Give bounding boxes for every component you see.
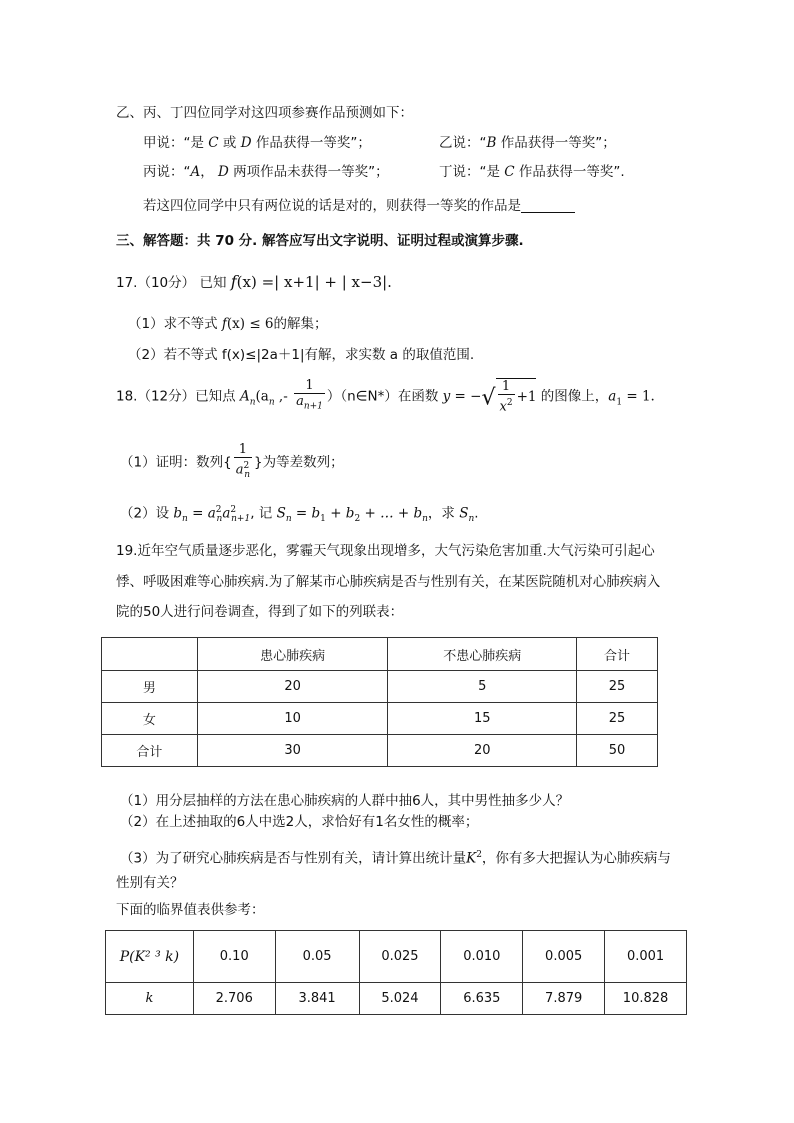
table-cell: 25 xyxy=(577,703,658,735)
table-header-row xyxy=(102,638,658,671)
table-cell: 20 xyxy=(197,671,388,703)
q17-stem: 17.（10分） 已知 f(x) =| x+1| + | x−3|. xyxy=(116,272,392,291)
q17-part2: （2）若不等式 f(x)≤|2a＋1|有解，求实数 a 的取值范围. xyxy=(128,347,475,363)
answer-blank[interactable] xyxy=(521,198,575,213)
q19-line1: 19.近年空气质量逐步恶化，雾霾天气现象出现增多，大气污染危害加重.大气污染可引起心 xyxy=(116,543,655,559)
table-cell: 10.828 xyxy=(605,983,687,1015)
table-cell: 0.001 xyxy=(605,931,687,983)
q16-prediction-jia: 甲说：“是 C 或 D 作品获得一等奖”； xyxy=(143,135,371,151)
table-cell: 0.10 xyxy=(193,931,275,983)
section-three-header: 三、解答题：共 70 分. 解答应写出文字说明、证明过程或演算步骤. xyxy=(116,233,524,249)
table-cell: 15 xyxy=(388,703,577,735)
q16-prediction-yi: 乙说：“B 作品获得一等奖”； xyxy=(439,135,616,151)
table-row xyxy=(102,703,658,735)
table-cell: 0.05 xyxy=(275,931,359,983)
q19-part1: （1）用分层抽样的方法在患心肺疾病的人群中抽6人，其中男性抽多少人？ xyxy=(120,793,570,809)
q19-part3: （3）为了研究心肺疾病是否与性别有关，请计算出统计量$K^2$，你有多大把握认为心肺疾病与 xyxy=(120,850,671,867)
table-row xyxy=(106,931,687,983)
q19-line3: 院的50人进行问卷调查，得到了如下的列联表： xyxy=(116,604,404,620)
q19-line2: 悸、呼吸困难等心肺疾病.为了解某市心肺疾病是否与性别有关，在某医院随机对心肺疾病入 xyxy=(116,574,661,590)
table-cell: 男 xyxy=(102,671,198,703)
q18-fraction: $\frac{1}{a_{n+1}}$ xyxy=(294,378,325,415)
table-header-cell: 合计 xyxy=(577,638,658,671)
table-cell: 5.024 xyxy=(359,983,441,1015)
table-row-label: P(K² ³ k) xyxy=(106,931,194,983)
table-cell: 30 xyxy=(197,735,388,767)
table-cell: 25 xyxy=(577,671,658,703)
reference-intro: 下面的临界值表供参考： xyxy=(116,902,265,918)
q18-part2: （2）设 $b_n = a^2_na^2_{n+1}$, 记 $S_n = b_1 + b_2$ + … + $b_n$，求 $S_n$. xyxy=(120,505,479,525)
table-cell: 50 xyxy=(577,735,658,767)
table-cell: 5 xyxy=(388,671,577,703)
table-cell: 合计 xyxy=(102,735,198,767)
table-row xyxy=(102,671,658,703)
critical-value-table xyxy=(105,930,687,1015)
q19-part3-cont: 性别有关？ xyxy=(116,875,184,891)
table-cell: 女 xyxy=(102,703,198,735)
q18-stem: 18.（12分）已知点 $A_n(a_n$ ,- $\frac{1}{a_{n+1}}$ ）（n∈N*）在函数 y = −√ $\frac{1}{x^2}$ +1 的图像上，$a_1 = 1$. xyxy=(116,378,655,415)
table-cell: 20 xyxy=(388,735,577,767)
table-cell: 7.879 xyxy=(523,983,605,1015)
table-cell: 0.005 xyxy=(523,931,605,983)
table-cell: 10 xyxy=(197,703,388,735)
table-row-label: k xyxy=(106,983,194,1015)
q16-intro: 乙、丙、丁四位同学对这四项参赛作品预测如下： xyxy=(116,105,413,121)
table-header-cell xyxy=(102,638,198,671)
table-cell: 6.635 xyxy=(441,983,523,1015)
table-cell: 2.706 xyxy=(193,983,275,1015)
sqrt-symbol: √ xyxy=(481,385,496,411)
table-cell: 3.841 xyxy=(275,983,359,1015)
table-cell: 0.025 xyxy=(359,931,441,983)
q17-part1: （1）求不等式 f(x) ≤ 6的解集； xyxy=(128,316,328,332)
q16-conclusion: 若这四位同学中只有两位说的话是对的，则获得一等奖的作品是 xyxy=(143,196,575,216)
table-cell: 0.010 xyxy=(441,931,523,983)
table-header-cell: 不患心肺疾病 xyxy=(388,638,577,671)
q16-prediction-ding: 丁说：“是 C 作品获得一等奖”. xyxy=(439,164,625,180)
contingency-table xyxy=(101,637,658,767)
q16-prediction-bing: 丙说：“A， D 两项作品未获得一等奖”； xyxy=(143,164,389,180)
table-row xyxy=(102,735,658,767)
q19-part2: （2）在上述抽取的6人中选2人，求恰好有1名女性的概率； xyxy=(120,814,479,830)
q18-part1: （1）证明：数列{ $\frac{1}{a^2_n}$ }为等差数列； xyxy=(120,442,344,483)
table-row xyxy=(106,983,687,1015)
table-header-cell: 患心肺疾病 xyxy=(197,638,388,671)
